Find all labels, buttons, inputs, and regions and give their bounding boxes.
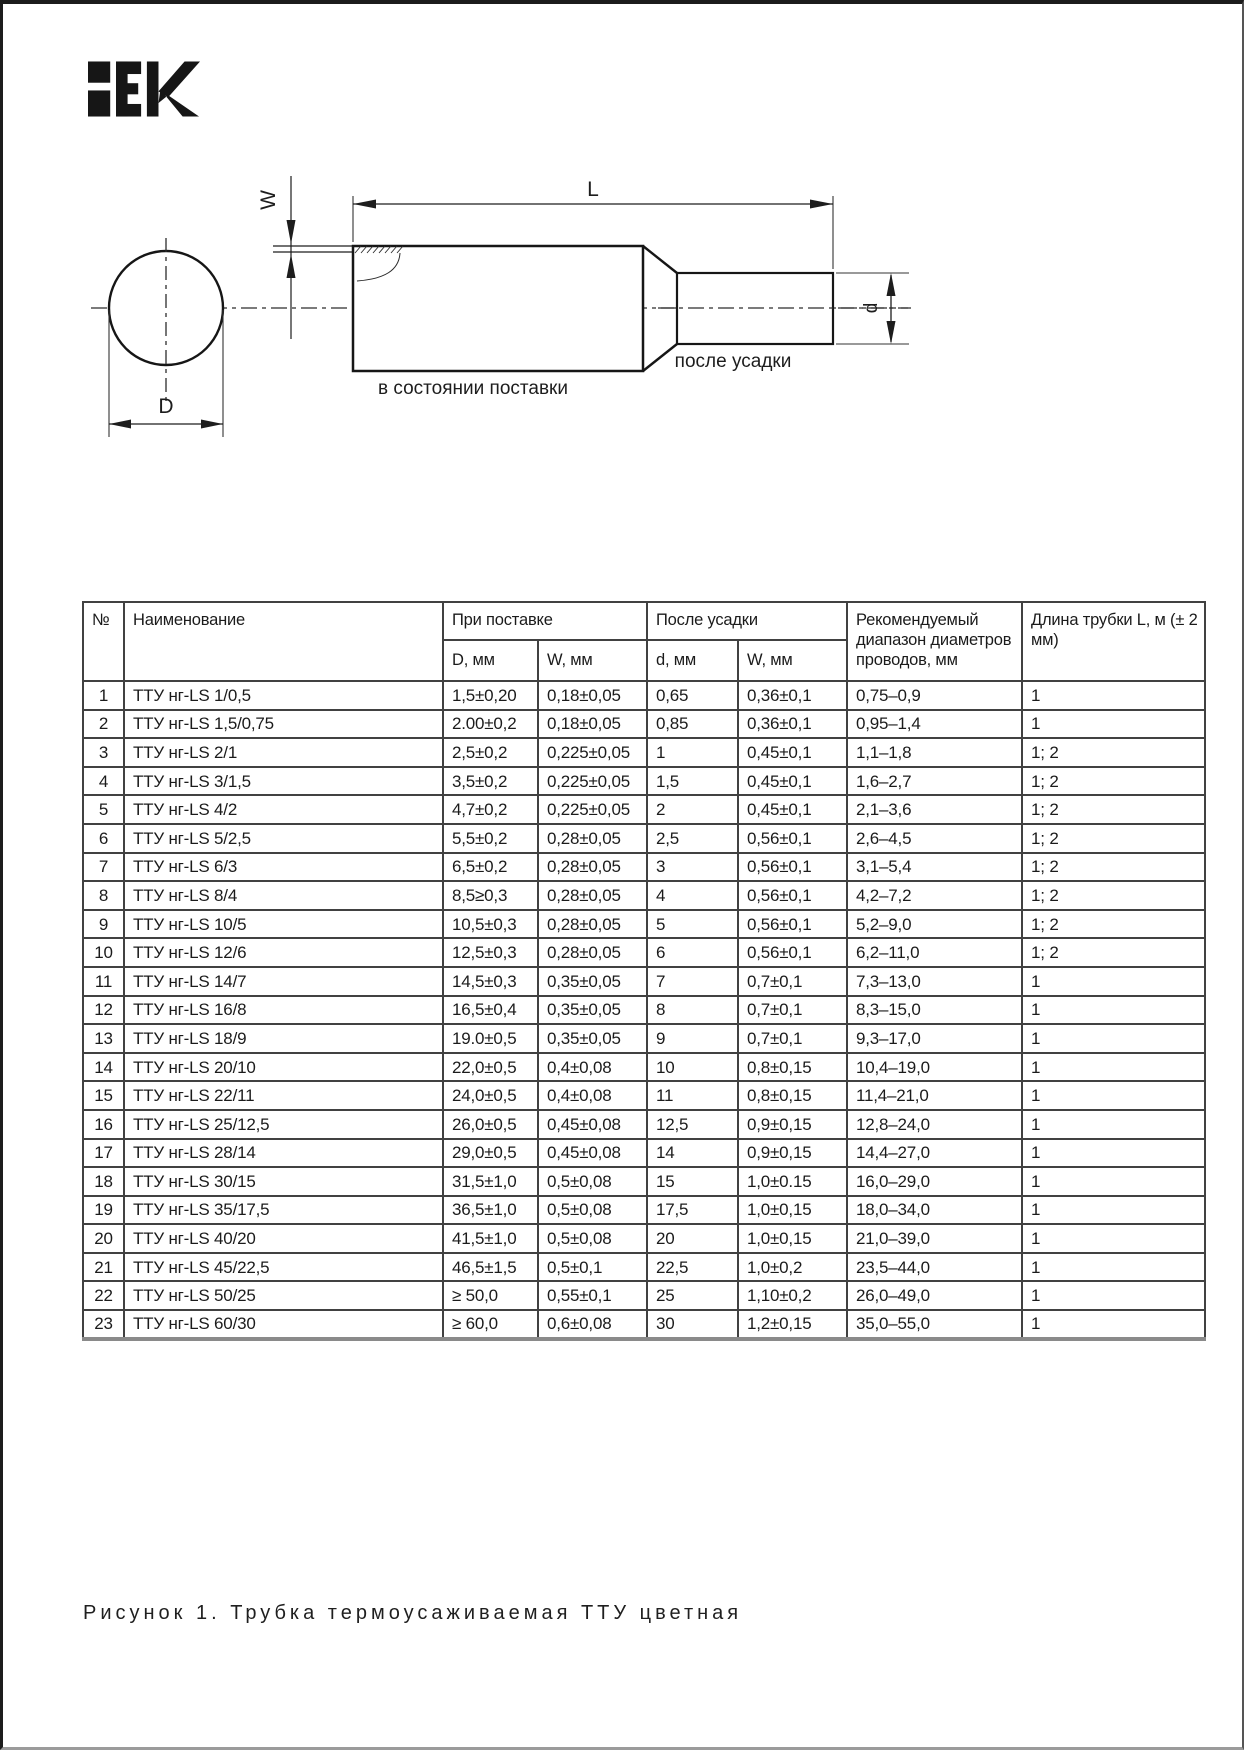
cell-W-shrink: 0,56±0,1 [738,881,847,910]
cell-name: ТТУ нг-LS 50/25 [124,1281,443,1310]
cell-number: 2 [83,710,124,739]
cell-length: 1 [1022,1310,1205,1339]
col-header-range: Рекомендуемый диапазон диаметров проводов, мм [847,602,1022,681]
cell-number: 21 [83,1253,124,1282]
cell-W-supply: 0,35±0,05 [538,996,647,1025]
cell-number: 15 [83,1081,124,1110]
cell-W-supply: 0,35±0,05 [538,1024,647,1053]
cell-D-supply: 12,5±0,3 [443,938,538,967]
table-row [83,1110,1205,1139]
cell-length: 1 [1022,1253,1205,1282]
cell-W-supply: 0,35±0,05 [538,967,647,996]
col-header-W-supply: W, мм [538,640,647,681]
cell-name: ТТУ нг-LS 10/5 [124,910,443,939]
figure-caption: Рисунок 1. Трубка термоусаживаемая ТТУ цветная [83,1602,743,1624]
cell-W-shrink: 0,9±0,15 [738,1139,847,1168]
cell-range: 4,2–7,2 [847,881,1022,910]
cell-name: ТТУ нг-LS 6/3 [124,853,443,882]
cell-W-supply: 0,5±0,08 [538,1224,647,1253]
cell-number: 14 [83,1053,124,1082]
cell-length: 1; 2 [1022,795,1205,824]
cell-length: 1; 2 [1022,824,1205,853]
cell-d-shrink: 6 [647,938,738,967]
cell-D-supply: ≥ 60,0 [443,1310,538,1339]
cell-d-shrink: 2,5 [647,824,738,853]
cell-length: 1 [1022,996,1205,1025]
cell-D-supply: 1,5±0,20 [443,681,538,710]
cell-W-shrink: 0,8±0,15 [738,1053,847,1082]
cell-d-shrink: 10 [647,1053,738,1082]
table-row [83,1167,1205,1196]
cell-d-shrink: 1,5 [647,767,738,796]
cell-D-supply: 2.00±0,2 [443,710,538,739]
cell-W-supply: 0,4±0,08 [538,1081,647,1110]
cell-W-supply: 0,28±0,05 [538,910,647,939]
tubing-diagram [3,4,1244,504]
cell-name: ТТУ нг-LS 35/17,5 [124,1196,443,1225]
cell-D-supply: 14,5±0,3 [443,967,538,996]
cell-range: 0,95–1,4 [847,710,1022,739]
cell-name: ТТУ нг-LS 18/9 [124,1024,443,1053]
cell-name: ТТУ нг-LS 2/1 [124,738,443,767]
cell-W-shrink: 0,7±0,1 [738,996,847,1025]
cell-length: 1; 2 [1022,738,1205,767]
cell-range: 1,1–1,8 [847,738,1022,767]
dim-label-d: d [861,302,882,314]
dim-label-L: L [587,178,599,201]
cell-length: 1; 2 [1022,767,1205,796]
cell-d-shrink: 9 [647,1024,738,1053]
cell-W-supply: 0,28±0,05 [538,881,647,910]
cell-length: 1; 2 [1022,881,1205,910]
cell-W-shrink: 0,56±0,1 [738,853,847,882]
cell-range: 3,1–5,4 [847,853,1022,882]
cell-range: 1,6–2,7 [847,767,1022,796]
cell-range: 2,6–4,5 [847,824,1022,853]
cell-number: 18 [83,1167,124,1196]
cell-W-supply: 0,55±0,1 [538,1281,647,1310]
cell-length: 1; 2 [1022,938,1205,967]
cell-W-supply: 0,28±0,05 [538,824,647,853]
cell-W-supply: 0,28±0,05 [538,938,647,967]
cell-range: 6,2–11,0 [847,938,1022,967]
cell-name: ТТУ нг-LS 28/14 [124,1139,443,1168]
cell-length: 1 [1022,1081,1205,1110]
cell-number: 16 [83,1110,124,1139]
cell-range: 14,4–27,0 [847,1139,1022,1168]
cell-name: ТТУ нг-LS 8/4 [124,881,443,910]
table-row [83,910,1205,939]
table-row [83,767,1205,796]
cell-d-shrink: 17,5 [647,1196,738,1225]
cell-d-shrink: 3 [647,853,738,882]
cell-D-supply: 29,0±0,5 [443,1139,538,1168]
cell-number: 19 [83,1196,124,1225]
cell-D-supply: 2,5±0,2 [443,738,538,767]
cell-number: 22 [83,1281,124,1310]
cell-D-supply: ≥ 50,0 [443,1281,538,1310]
cell-d-shrink: 1 [647,738,738,767]
table-row [83,1224,1205,1253]
cell-number: 23 [83,1310,124,1339]
label-after-shrink: после усадки [674,351,792,372]
d-outer-arrow-right [201,420,223,429]
cell-number: 5 [83,795,124,824]
cell-W-shrink: 1,0±0,15 [738,1196,847,1225]
col-header-number: № [83,602,124,681]
cell-length: 1; 2 [1022,910,1205,939]
cell-name: ТТУ нг-LS 20/10 [124,1053,443,1082]
cell-D-supply: 4,7±0,2 [443,795,538,824]
table-row [83,967,1205,996]
table-row [83,1024,1205,1053]
table-row [83,853,1205,882]
cell-d-shrink: 5 [647,910,738,939]
d-inner-arrow-top [887,273,896,296]
cell-range: 10,4–19,0 [847,1053,1022,1082]
table-row [83,1281,1205,1310]
cell-W-shrink: 1,0±0,2 [738,1253,847,1282]
cell-W-shrink: 0,7±0,1 [738,967,847,996]
cell-length: 1 [1022,1024,1205,1053]
cell-W-shrink: 0,56±0,1 [738,910,847,939]
cell-D-supply: 31,5±1,0 [443,1167,538,1196]
cell-number: 17 [83,1139,124,1168]
cell-name: ТТУ нг-LS 16/8 [124,996,443,1025]
table-row [83,710,1205,739]
col-header-D-supply: D, мм [443,640,538,681]
cell-W-shrink: 0,9±0,15 [738,1110,847,1139]
table-row [83,795,1205,824]
cell-number: 9 [83,910,124,939]
table-row [83,1081,1205,1110]
label-as-supplied: в состоянии поставки [378,378,568,399]
cell-length: 1 [1022,1281,1205,1310]
cell-D-supply: 22,0±0,5 [443,1053,538,1082]
cell-W-supply: 0,18±0,05 [538,681,647,710]
cell-W-supply: 0,6±0,08 [538,1310,647,1339]
cell-D-supply: 3,5±0,2 [443,767,538,796]
cell-D-supply: 6,5±0,2 [443,853,538,882]
cell-d-shrink: 15 [647,1167,738,1196]
cell-range: 16,0–29,0 [847,1167,1022,1196]
cell-W-shrink: 1,0±0.15 [738,1167,847,1196]
spec-table [82,601,1206,1341]
cell-number: 12 [83,996,124,1025]
cell-d-shrink: 14 [647,1139,738,1168]
col-group-shrink: После усадки [647,602,847,640]
cell-number: 4 [83,767,124,796]
table-row [83,681,1205,710]
cell-length: 1 [1022,1167,1205,1196]
col-header-length: Длина трубки L, м (± 2 мм) [1022,602,1205,681]
w-arrow-upper [287,220,296,244]
cell-name: ТТУ нг-LS 45/22,5 [124,1253,443,1282]
cell-W-supply: 0,5±0,1 [538,1253,647,1282]
cell-number: 20 [83,1224,124,1253]
cell-D-supply: 46,5±1,5 [443,1253,538,1282]
cell-range: 0,75–0,9 [847,681,1022,710]
cell-W-shrink: 0,56±0,1 [738,824,847,853]
cell-range: 7,3–13,0 [847,967,1022,996]
cell-D-supply: 10,5±0,3 [443,910,538,939]
cell-D-supply: 24,0±0,5 [443,1081,538,1110]
cell-name: ТТУ нг-LS 4/2 [124,795,443,824]
cell-number: 8 [83,881,124,910]
cell-range: 23,5–44,0 [847,1253,1022,1282]
cell-D-supply: 19.0±0,5 [443,1024,538,1053]
cell-number: 11 [83,967,124,996]
cell-W-supply: 0,4±0,08 [538,1053,647,1082]
cell-W-shrink: 0,7±0,1 [738,1024,847,1053]
cell-number: 13 [83,1024,124,1053]
cell-W-shrink: 0,45±0,1 [738,795,847,824]
w-arrow-lower [287,254,296,278]
cell-D-supply: 16,5±0,4 [443,996,538,1025]
dim-label-D: D [158,395,174,418]
cell-range: 26,0–49,0 [847,1281,1022,1310]
cell-number: 1 [83,681,124,710]
cell-W-shrink: 0,36±0,1 [738,681,847,710]
cell-D-supply: 36,5±1,0 [443,1196,538,1225]
cell-W-shrink: 0,45±0,1 [738,738,847,767]
cell-W-supply: 0,18±0,05 [538,710,647,739]
cell-length: 1 [1022,1139,1205,1168]
table-row [83,1053,1205,1082]
cell-length: 1; 2 [1022,853,1205,882]
cell-d-shrink: 0,65 [647,681,738,710]
cell-d-shrink: 11 [647,1081,738,1110]
cell-W-supply: 0,225±0,05 [538,767,647,796]
cell-W-shrink: 0,45±0,1 [738,767,847,796]
cell-W-supply: 0,5±0,08 [538,1167,647,1196]
cell-length: 1 [1022,967,1205,996]
cell-number: 10 [83,938,124,967]
cell-W-supply: 0,225±0,05 [538,795,647,824]
cell-d-shrink: 20 [647,1224,738,1253]
cell-name: ТТУ нг-LS 22/11 [124,1081,443,1110]
cell-W-supply: 0,45±0,08 [538,1110,647,1139]
table-row [83,824,1205,853]
cell-d-shrink: 4 [647,881,738,910]
cell-name: ТТУ нг-LS 60/30 [124,1310,443,1339]
cell-name: ТТУ нг-LS 1,5/0,75 [124,710,443,739]
cell-name: ТТУ нг-LS 3/1,5 [124,767,443,796]
cell-W-shrink: 1,10±0,2 [738,1281,847,1310]
cell-length: 1 [1022,681,1205,710]
cell-name: ТТУ нг-LS 30/15 [124,1167,443,1196]
cell-length: 1 [1022,1224,1205,1253]
l-arrow-right [810,200,833,209]
cell-range: 5,2–9,0 [847,910,1022,939]
taper-top [643,246,677,273]
l-arrow-left [353,200,376,209]
cell-range: 2,1–3,6 [847,795,1022,824]
cell-W-shrink: 0,36±0,1 [738,710,847,739]
cell-range: 18,0–34,0 [847,1196,1022,1225]
cell-name: ТТУ нг-LS 14/7 [124,967,443,996]
cell-D-supply: 26,0±0,5 [443,1110,538,1139]
cell-W-shrink: 0,56±0,1 [738,938,847,967]
cell-length: 1 [1022,1110,1205,1139]
taper-bottom [643,344,677,371]
cell-W-supply: 0,225±0,05 [538,738,647,767]
cell-D-supply: 8,5≥0,3 [443,881,538,910]
cell-d-shrink: 22,5 [647,1253,738,1282]
col-header-W-shrink: W, мм [738,640,847,681]
cell-W-supply: 0,5±0,08 [538,1196,647,1225]
table-row [83,881,1205,910]
dim-label-W: W [257,190,280,210]
table-row [83,996,1205,1025]
d-inner-arrow-bottom [887,321,896,344]
d-outer-arrow-left [109,420,131,429]
col-header-d-shrink: d, мм [647,640,738,681]
cell-d-shrink: 2 [647,795,738,824]
cell-d-shrink: 7 [647,967,738,996]
cell-d-shrink: 12,5 [647,1110,738,1139]
cell-d-shrink: 25 [647,1281,738,1310]
cell-number: 3 [83,738,124,767]
table-row [83,938,1205,967]
cell-range: 8,3–15,0 [847,996,1022,1025]
spec-table-body [83,681,1205,1339]
cell-d-shrink: 30 [647,1310,738,1339]
cell-range: 12,8–24,0 [847,1110,1022,1139]
cell-name: ТТУ нг-LS 1/0,5 [124,681,443,710]
cell-number: 7 [83,853,124,882]
cell-D-supply: 41,5±1,0 [443,1224,538,1253]
table-row [83,1139,1205,1168]
cell-D-supply: 5,5±0,2 [443,824,538,853]
cell-number: 6 [83,824,124,853]
cell-name: ТТУ нг-LS 25/12,5 [124,1110,443,1139]
cell-range: 35,0–55,0 [847,1310,1022,1339]
table-row [83,1196,1205,1225]
cell-length: 1 [1022,710,1205,739]
table-row [83,1253,1205,1282]
cell-length: 1 [1022,1053,1205,1082]
cell-name: ТТУ нг-LS 12/6 [124,938,443,967]
cell-range: 11,4–21,0 [847,1081,1022,1110]
cell-W-shrink: 1,0±0,15 [738,1224,847,1253]
cell-range: 21,0–39,0 [847,1224,1022,1253]
cell-name: ТТУ нг-LS 5/2,5 [124,824,443,853]
col-group-supply: При поставке [443,602,647,640]
cell-W-shrink: 1,2±0,15 [738,1310,847,1339]
cell-length: 1 [1022,1196,1205,1225]
table-row [83,1310,1205,1339]
cell-W-supply: 0,45±0,08 [538,1139,647,1168]
cell-d-shrink: 0,85 [647,710,738,739]
cell-range: 9,3–17,0 [847,1024,1022,1053]
cell-name: ТТУ нг-LS 40/20 [124,1224,443,1253]
table-row [83,738,1205,767]
col-header-name: Наименование [124,602,443,681]
cell-W-supply: 0,28±0,05 [538,853,647,882]
cell-W-shrink: 0,8±0,15 [738,1081,847,1110]
cell-d-shrink: 8 [647,996,738,1025]
